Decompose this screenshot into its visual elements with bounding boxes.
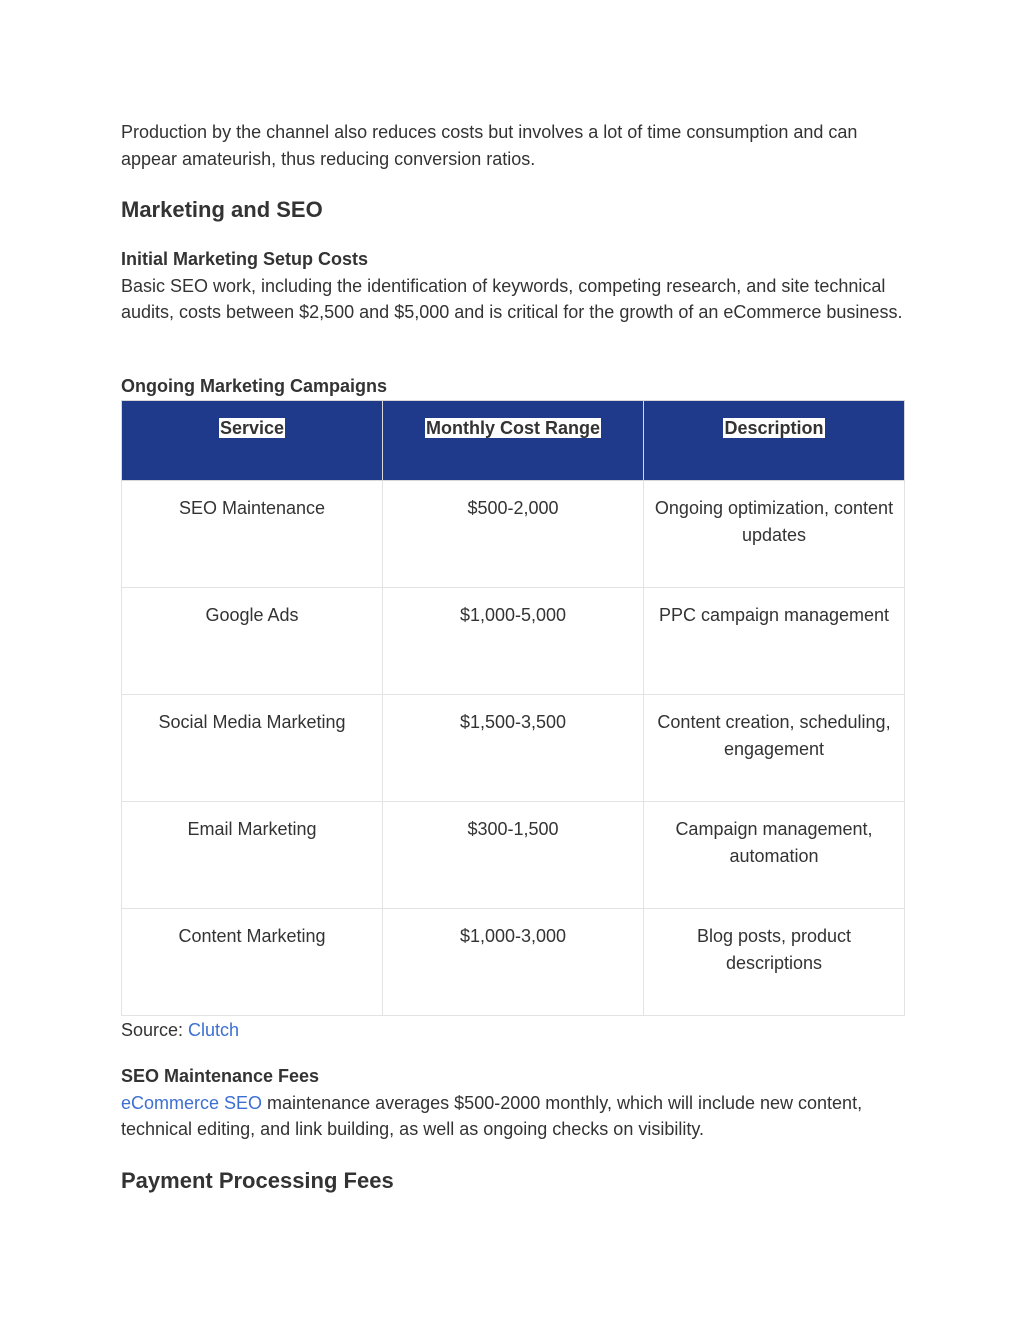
cell-service: Content Marketing (122, 909, 383, 1016)
setup-costs-body: Basic SEO work, including the identification of keywords, competing research, and site technical audits, costs between $2,500 and $5,000 and is critical for the growth of an eCommerce business. (121, 275, 903, 322)
cell-service: Google Ads (122, 588, 383, 695)
seo-fees-body (121, 1090, 905, 1143)
ongoing-campaigns-title: Ongoing Marketing Campaigns (121, 376, 388, 396)
marketing-cost-table (121, 400, 905, 1016)
cell-cost: $300-1,500 (383, 802, 644, 909)
source-line (121, 1017, 239, 1044)
seo-fees-title: SEO Maintenance Fees (121, 1066, 320, 1086)
cell-cost: $500-2,000 (383, 481, 644, 588)
cell-description: Campaign management, automation (644, 802, 905, 909)
cell-description: PPC campaign management (644, 588, 905, 695)
cell-cost: $1,000-3,000 (383, 909, 644, 1016)
table-row (122, 588, 905, 695)
header-monthly-cost: Monthly Cost Range (383, 401, 644, 481)
cell-description: Ongoing optimization, content updates (644, 481, 905, 588)
table-row (122, 802, 905, 909)
cell-description: Blog posts, product descriptions (644, 909, 905, 1016)
cell-service: Email Marketing (122, 802, 383, 909)
cell-description: Content creation, scheduling, engagement (644, 695, 905, 802)
ecommerce-seo-link[interactable]: eCommerce SEO (121, 1092, 263, 1113)
intro-paragraph: Production by the channel also reduces costs but involves a lot of time consumption and can appear amateurish, thus reducing conversion ratios. (121, 122, 858, 169)
seo-fees-body-text: maintenance averages $500-2000 monthly, which will include new content, technical editing, and link building, as well as ongoing checks on visibility. (121, 1092, 863, 1139)
cell-service: SEO Maintenance (122, 481, 383, 588)
header-service: Service (122, 401, 383, 481)
table-row (122, 695, 905, 802)
source-link-clutch[interactable]: Clutch (188, 1020, 240, 1040)
source-label: Source: (121, 1020, 189, 1040)
header-description: Description (644, 401, 905, 481)
setup-costs-block (121, 246, 905, 326)
cell-service: Social Media Marketing (122, 695, 383, 802)
cell-cost: $1,500-3,500 (383, 695, 644, 802)
seo-fees-block (121, 1063, 905, 1143)
table-header-row (122, 401, 905, 481)
table-row (122, 481, 905, 588)
section-heading-marketing: Marketing and SEO (121, 197, 323, 222)
cell-cost: $1,000-5,000 (383, 588, 644, 695)
section-heading-payment: Payment Processing Fees (121, 1168, 394, 1193)
table-row (122, 909, 905, 1016)
setup-costs-title: Initial Marketing Setup Costs (121, 249, 369, 269)
